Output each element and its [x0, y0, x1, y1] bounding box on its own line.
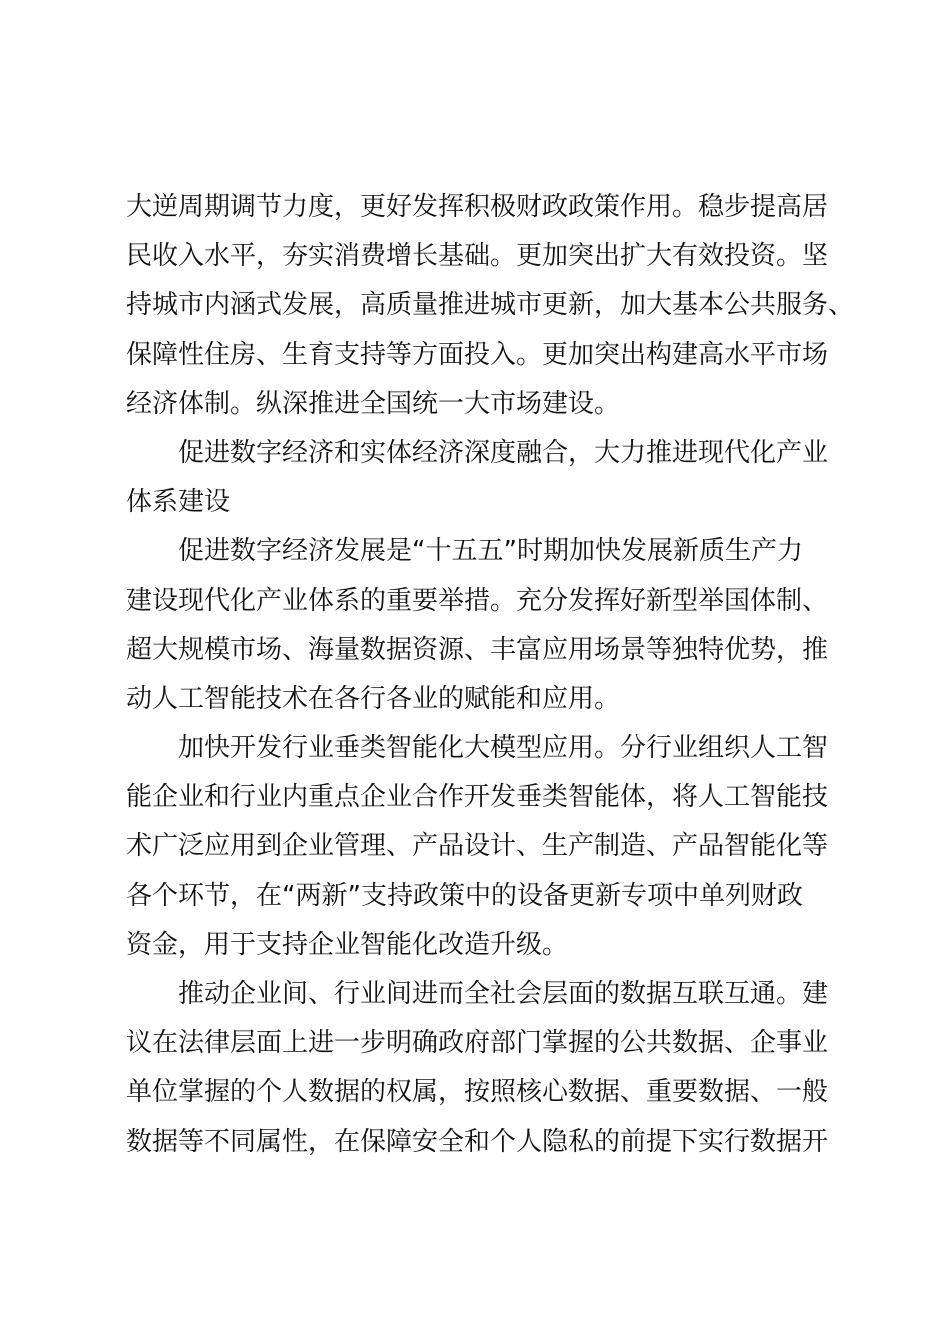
text-line: 持城市内涵式发展，高质量推进城市更新，加大基本公共服务、: [126, 290, 855, 321]
text-line: 促进数字经济发展是“十五五”时期加快发展新质生产力: [178, 536, 803, 567]
text-line: 资金，用于支持企业智能化改造升级。: [126, 929, 569, 960]
text-line: 保障性住房、生育支持等方面投入。更加突出构建高水平市场: [126, 339, 829, 370]
heading-line: 促进数字经济和实体经济深度融合，大力推进现代化产业: [178, 437, 829, 468]
text-line: 数据等不同属性，在保障安全和个人隐私的前提下实行数据开: [126, 1126, 829, 1157]
text-line: 术广泛应用到企业管理、产品设计、生产制造、产品智能化等: [126, 831, 829, 862]
text-line: 推动企业间、行业间进而全社会层面的数据互联互通。建: [178, 979, 829, 1009]
text-line: 加快开发行业垂类智能化大模型应用。分行业组织人工智: [178, 733, 829, 764]
section-heading-digital-economy: [126, 429, 834, 527]
paragraph-5: [126, 970, 834, 1167]
text-line: 经济体制。纵深推进全国统一大市场建设。: [126, 388, 621, 419]
text-line: 单位掌握的个人数据的权属，按照核心数据、重要数据、一般: [126, 1077, 829, 1108]
paragraph-1: [126, 183, 855, 429]
text-line: 议在法律层面上进一步明确政府部门掌握的公共数据、企事业: [126, 1028, 829, 1059]
text-line: 超大规模市场、海量数据资源、丰富应用场景等独特优势，推: [126, 634, 829, 665]
paragraph-3: [126, 527, 834, 724]
text-line: 大逆周期调节力度，更好发挥积极财政政策作用。稳步提高居: [126, 192, 829, 222]
heading-line: 体系建设: [126, 487, 231, 518]
text-line: 民收入水平，夯实消费增长基础。更加突出扩大有效投资。坚: [126, 241, 829, 272]
text-line: 建设现代化产业体系的重要举措。充分发挥好新型举国体制、: [126, 585, 829, 616]
text-line: 各个环节，在“两新”支持政策中的设备更新专项中单列财政: [126, 880, 803, 911]
document-body: [126, 183, 855, 1167]
text-line: 能企业和行业内重点企业合作开发垂类智能体，将人工智能技: [126, 782, 829, 813]
paragraph-4: [126, 724, 834, 970]
text-line: 动人工智能技术在各行各业的赋能和应用。: [126, 683, 621, 714]
